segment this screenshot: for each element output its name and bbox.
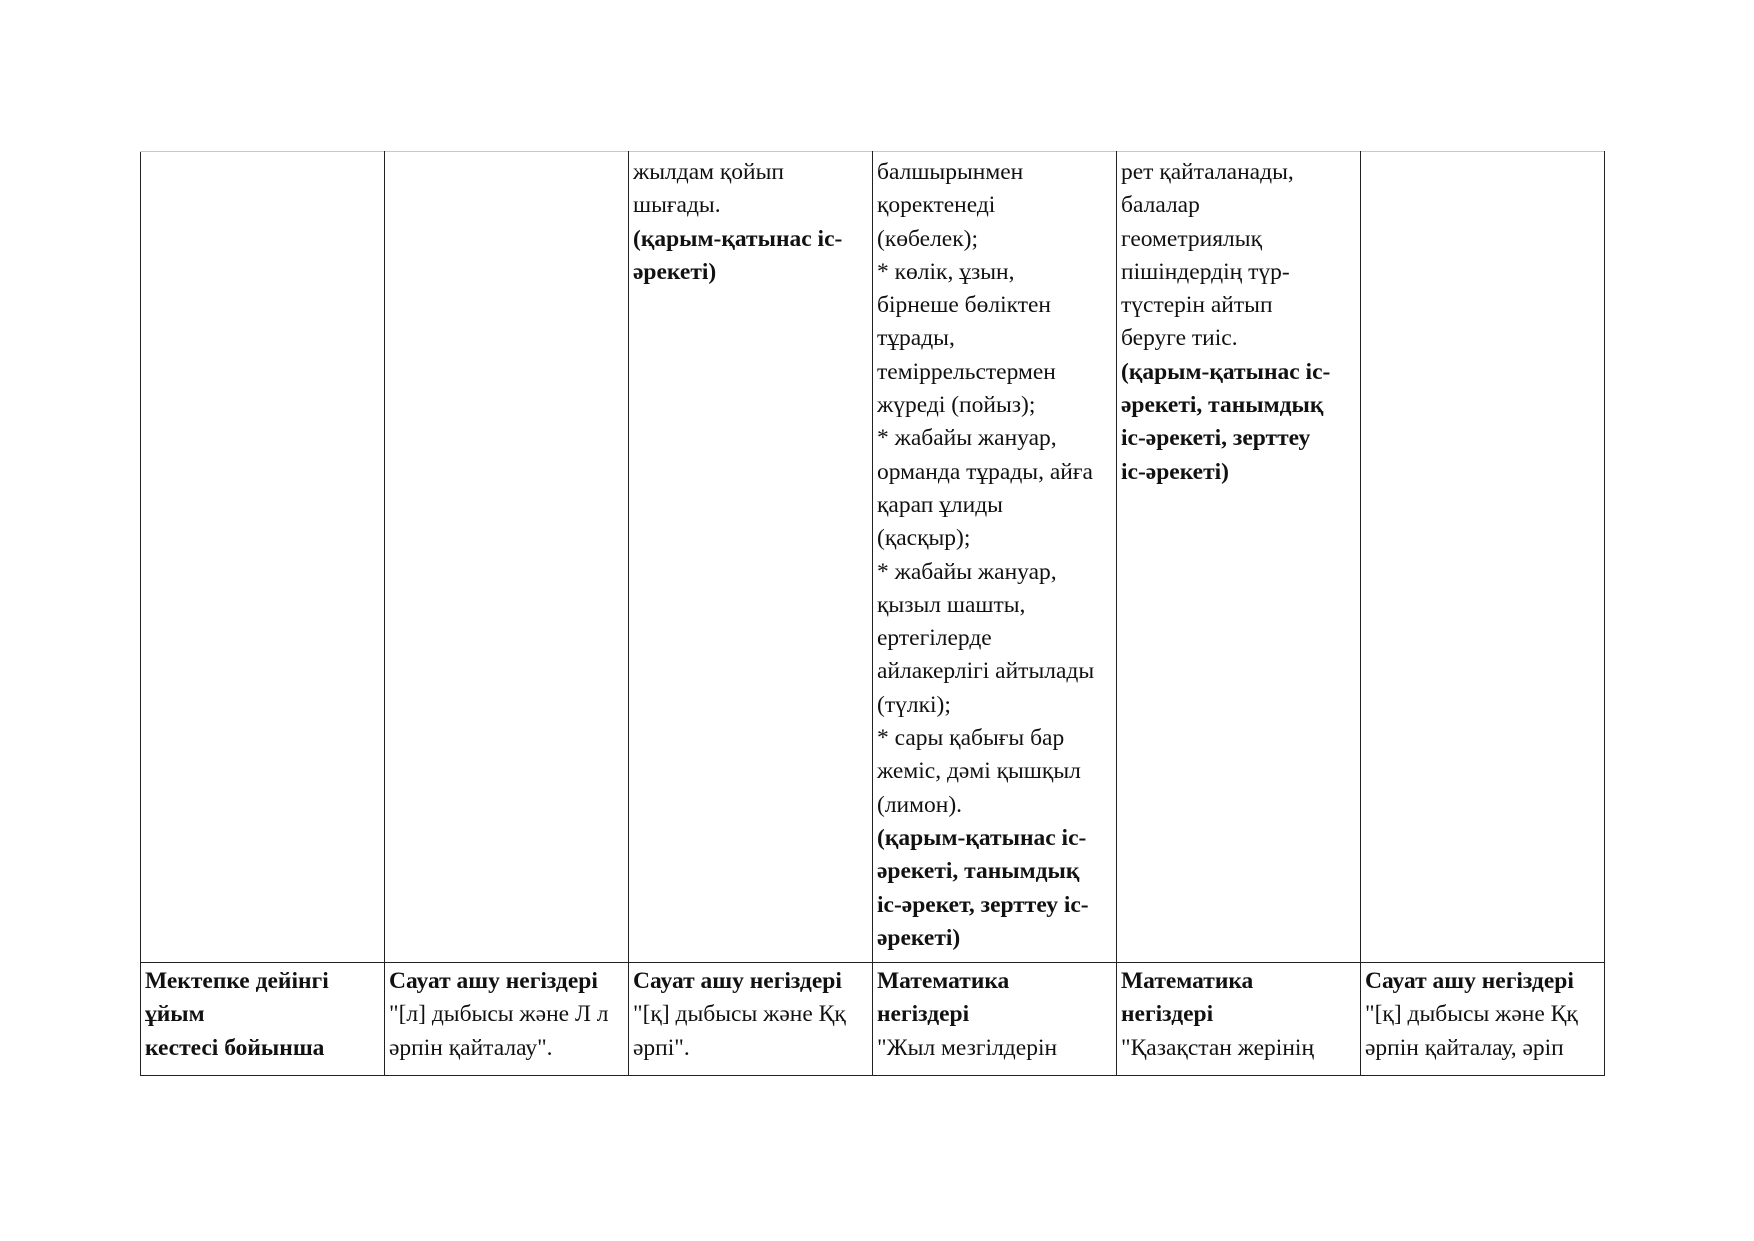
- text-line: қоректенеді: [877, 192, 996, 219]
- text-line: балшырынмен: [877, 159, 1024, 185]
- text-line: пішіндердің түр-: [1121, 258, 1290, 285]
- text-line: жүреді (пойыз);: [877, 392, 1036, 419]
- text-line: беруге тиіс.: [1121, 325, 1238, 352]
- schedule-cell-5: [1361, 963, 1605, 1076]
- subject-title: негіздері: [1121, 1001, 1214, 1028]
- activity-line: (қарым-қатынас іс-: [877, 824, 1087, 851]
- topic-line: әрпін қайталау, әріп: [1365, 1034, 1564, 1061]
- activity-line: әрекеті): [877, 924, 961, 951]
- text-line: жылдам қойып: [633, 159, 784, 185]
- text-line: жеміс, дәмі қышқыл: [877, 758, 1081, 785]
- topic-line: әрпі".: [633, 1034, 690, 1061]
- text-line: * жабайы жануар,: [877, 558, 1057, 585]
- row-label-line: ұйым: [145, 1001, 205, 1028]
- continued-row: [141, 152, 1605, 963]
- text-line: бірнеше бөліктен: [877, 292, 1051, 319]
- topic-line: "[қ] дыбысы және Ққ: [633, 1001, 846, 1028]
- activity-line: іс-әрекет, зерттеу іс-: [877, 891, 1089, 918]
- text-line: шығады.: [633, 192, 721, 219]
- activity-line: іс-әрекеті): [1121, 458, 1229, 485]
- topic-line: "[л] дыбысы және Л л: [389, 1001, 609, 1028]
- subject-title: Сауат ашу негіздері: [389, 968, 598, 994]
- text-line: (көбелек);: [877, 225, 978, 252]
- text-line: түстерін айтып: [1121, 292, 1273, 319]
- subject-title: Математика: [877, 968, 1010, 994]
- schedule-cell-2: [629, 963, 873, 1076]
- schedule-cell-1: [385, 963, 629, 1076]
- row-label-line: Мектепке дейінгі: [145, 968, 329, 994]
- subject-title: Сауат ашу негіздері: [633, 968, 842, 994]
- continued-cell-6: [1361, 152, 1605, 963]
- text-line: қызыл шашты,: [877, 591, 1026, 618]
- activity-line: (қарым-қатынас іс-: [633, 225, 843, 252]
- continued-cell-5: [1117, 152, 1361, 963]
- activity-line: әрекеті, танымдық: [1121, 392, 1324, 419]
- text-line: айлакерлігі айтылады: [877, 658, 1095, 685]
- text-line: * сары қабығы бар: [877, 725, 1065, 752]
- text-line: орманда тұрады, айға: [877, 458, 1093, 485]
- continued-cell-1: [141, 152, 385, 963]
- activity-line: әрекеті, танымдық: [877, 858, 1080, 885]
- continued-cell-3: [629, 152, 873, 963]
- text-line: геометриялық: [1121, 225, 1262, 252]
- activity-line: (қарым-қатынас іс-: [1121, 358, 1331, 385]
- text-line: рет қайталанады,: [1121, 159, 1294, 185]
- schedule-row: [141, 963, 1605, 1076]
- text-line: тұрады,: [877, 325, 955, 352]
- topic-line: "[қ] дыбысы және Ққ: [1365, 1001, 1578, 1028]
- activity-line: іс-әрекеті, зерттеу: [1121, 425, 1311, 452]
- text-line: * жабайы жануар,: [877, 425, 1057, 452]
- activity-line: әрекеті): [633, 258, 717, 285]
- text-line: балалар: [1121, 192, 1200, 219]
- subject-title: негіздері: [877, 1001, 970, 1028]
- row-label-line: кестесі бойынша: [145, 1034, 325, 1061]
- continued-cell-4: [873, 152, 1117, 963]
- continued-cell-2: [385, 152, 629, 963]
- schedule-label-cell: [141, 963, 385, 1076]
- text-line: ертегілерде: [877, 625, 992, 652]
- schedule-cell-4: [1117, 963, 1361, 1076]
- text-line: * көлік, ұзын,: [877, 258, 1015, 285]
- text-line: теміррельстермен: [877, 358, 1056, 385]
- schedule-cell-3: [873, 963, 1117, 1076]
- topic-line: "Жыл мезгілдерін: [877, 1034, 1058, 1061]
- topic-line: "Қазақстан жерінің: [1121, 1034, 1315, 1061]
- text-line: (қасқыр);: [877, 525, 971, 552]
- subject-title: Сауат ашу негіздері: [1365, 968, 1574, 994]
- text-line: қарап ұлиды: [877, 491, 1003, 518]
- text-line: (түлкі);: [877, 691, 951, 718]
- subject-title: Математика: [1121, 968, 1254, 994]
- topic-line: әрпін қайталау".: [389, 1034, 553, 1061]
- text-line: (лимон).: [877, 791, 963, 818]
- weekly-plan-table: [140, 151, 1605, 1076]
